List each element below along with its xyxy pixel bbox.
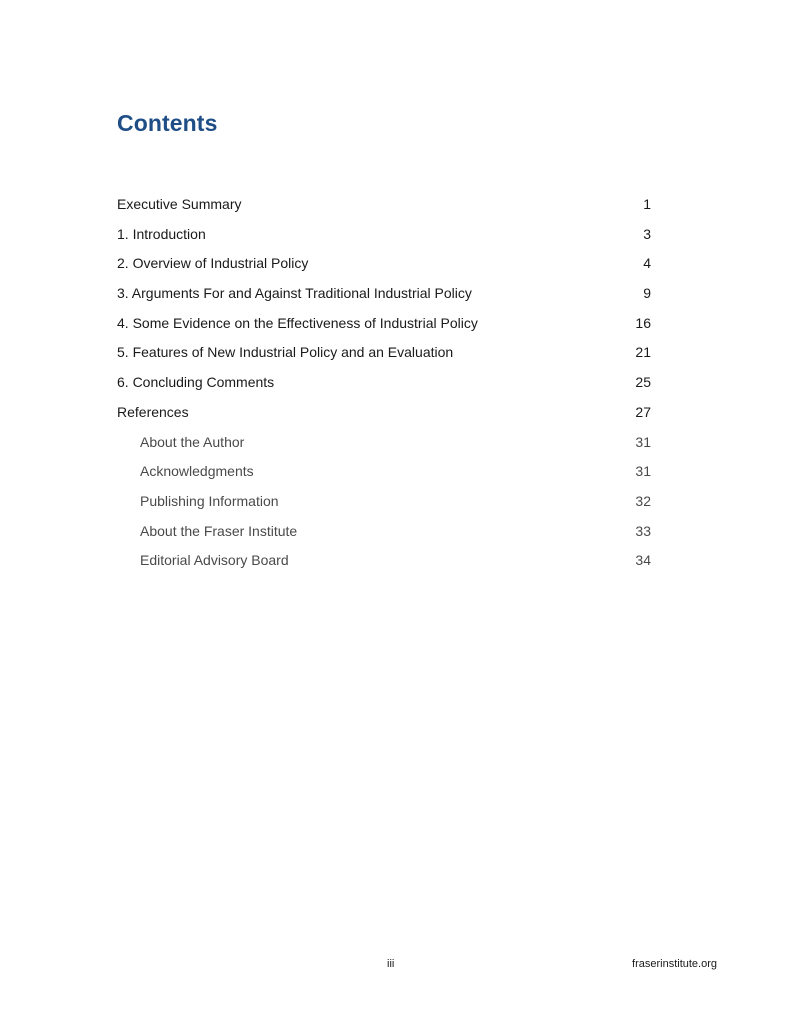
toc-entry-label: 6. Concluding Comments <box>117 374 275 391</box>
footer-website[interactable]: fraserinstitute.org <box>632 958 717 970</box>
table-of-contents <box>117 190 651 576</box>
toc-entry-introduction[interactable] <box>117 220 651 250</box>
toc-subentry-label: Publishing Information <box>140 492 279 509</box>
toc-entry-label: 4. Some Evidence on the Effectiveness of Industrial Policy <box>117 314 478 331</box>
toc-subentry-page: 31 <box>635 463 651 480</box>
toc-entry-arguments[interactable] <box>117 279 651 309</box>
toc-entry-references[interactable] <box>117 398 651 428</box>
toc-subentry-page: 31 <box>635 433 651 450</box>
toc-subentry-page: 32 <box>635 492 651 509</box>
toc-subentry-editorial-advisory-board[interactable] <box>117 546 651 576</box>
toc-entry-concluding-comments[interactable] <box>117 368 651 398</box>
page-title: Contents <box>117 110 218 136</box>
toc-subentry-about-author[interactable] <box>117 428 651 458</box>
toc-subentry-page: 33 <box>635 522 651 539</box>
toc-entry-overview[interactable] <box>117 249 651 279</box>
toc-entry-features[interactable] <box>117 338 651 368</box>
toc-entry-page: 1 <box>643 196 651 212</box>
toc-entry-evidence[interactable] <box>117 309 651 339</box>
footer-page-number: iii <box>387 958 395 970</box>
toc-entry-label: 1. Introduction <box>117 225 206 242</box>
toc-entry-page: 3 <box>643 225 651 242</box>
toc-subentry-page: 34 <box>635 552 651 569</box>
toc-entry-label: Executive Summary <box>117 196 242 212</box>
toc-subentry-label: About the Fraser Institute <box>140 522 298 539</box>
toc-entry-label: References <box>117 403 189 420</box>
toc-entry-page: 16 <box>635 314 651 331</box>
toc-entry-label: 2. Overview of Industrial Policy <box>117 255 309 272</box>
toc-entry-label: 5. Features of New Industrial Policy and an Evaluation <box>117 344 454 361</box>
toc-subentry-acknowledgments[interactable] <box>117 457 651 487</box>
toc-entry-executive-summary[interactable] <box>117 190 651 220</box>
toc-entry-page: 9 <box>643 285 651 302</box>
toc-entry-page: 21 <box>635 344 651 361</box>
toc-entry-page: 25 <box>635 374 651 391</box>
toc-entry-page: 4 <box>643 255 651 272</box>
toc-entry-page: 27 <box>635 403 651 420</box>
toc-subentry-about-fraser-institute[interactable] <box>117 517 651 547</box>
toc-entry-label: 3. Arguments For and Against Traditional Industrial Policy <box>117 285 472 302</box>
toc-subentry-publishing-information[interactable] <box>117 487 651 517</box>
toc-subentry-label: About the Author <box>140 433 245 450</box>
toc-subentry-label: Editorial Advisory Board <box>140 552 289 569</box>
toc-subentry-label: Acknowledgments <box>140 463 254 480</box>
